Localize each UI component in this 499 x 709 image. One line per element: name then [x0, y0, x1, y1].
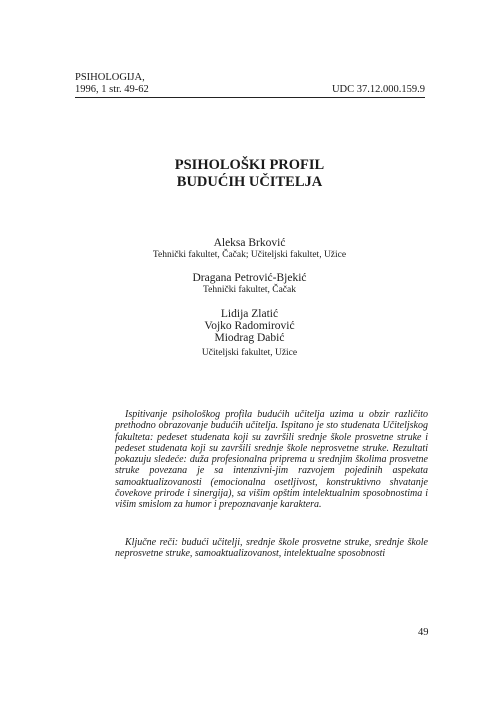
author-affiliation: Učiteljski fakultet, Užice	[201, 348, 298, 358]
journal-name: PSIHOLOGIJA,	[75, 72, 145, 83]
author-group-2	[0, 272, 499, 296]
author-affiliation: Tehnički fakultet, Čačak; Učiteljski fakultet, Užice	[152, 250, 347, 260]
author-name: Miodrag Dabić	[214, 332, 285, 344]
author-name: Dragana Petrović-Bjekić	[192, 272, 307, 284]
journal-header	[75, 72, 425, 98]
author-group-1	[0, 237, 499, 261]
issue-info: 1996, 1 str. 49-62	[75, 84, 149, 95]
author-group-3	[0, 308, 499, 359]
author-name: Vojko Radomirović	[204, 320, 295, 332]
author-name: Lidija Zlatić	[220, 308, 279, 320]
paper-title	[0, 157, 499, 191]
title-line-2: BUDUĆIH UČITELJA	[176, 174, 323, 190]
udc-code: UDC 37.12.000.159.9	[331, 84, 425, 95]
title-line-1: PSIHOLOŠKI PROFIL	[174, 157, 325, 173]
author-name: Aleksa Brković	[213, 237, 286, 249]
issue-row	[75, 84, 425, 98]
author-affiliation: Tehnički fakultet, Čačak	[203, 285, 296, 295]
page-number: 49	[418, 627, 429, 638]
abstract-text: Ispitivanje psihološkog profila budućih učitelja uzima u obzir različito prethodno obrazovanje budućih učitelja. Ispitano je sto studenata Učiteljskog fakulteta: pedeset studenata koji su završili srednje škole prosvetne struke i pedeset studenata koji su završili srednje škole neprosvetne struke. Rezultati pokazuju sledeće: duža profesionalna priprema u srednjim školima prosvetne struke povezana je sa intenzivni-jim razvojem pojedinih aspekata samoaktualizovanosti (emocionalna osetljivost, konstruktivno shvatanje čovekove prirode i sinergija), sa višim opštim intelektualnim sposobnostima i višim smislom za humor i prepoznavanje karaktera.	[115, 409, 428, 511]
keywords: Ključne reči: budući učitelji, srednje škole prosvetne struke, srednje škole neprosvetne struke, samoaktualizovanost, intelektualne sposobnosti	[115, 537, 428, 560]
